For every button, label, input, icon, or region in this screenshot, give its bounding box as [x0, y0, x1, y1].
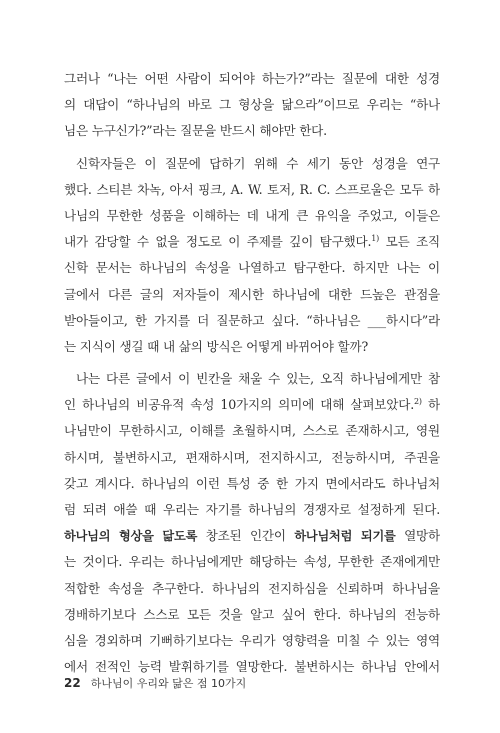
emphasized-text: 하나님처럼 되기를 [294, 529, 396, 544]
text-line: 는 것이다. 우리는 하나님에게만 해당하는 속성, 무한한 존재에게만 [64, 554, 440, 570]
text-line: 나님만이 무한하시고, 이해를 초월하시며, 스스로 존재하시고, 영원 [64, 423, 440, 439]
footnote-marker: 2) [414, 397, 422, 407]
text-line: 하시며, 불변하시고, 편재하시며, 전지하시고, 전능하시며, 주권을 [64, 449, 440, 465]
text-line: 럼 되려 애쓸 때 우리는 자기를 하나님의 경쟁자로 설정하게 된다. [64, 502, 440, 517]
text-line: 심을 경외하며 기뻐하기보다는 우리가 영향력을 미칠 수 있는 영역 [64, 632, 440, 648]
text-segment: 창조된 인간이 [197, 528, 295, 544]
text-segment: 하 [421, 397, 440, 413]
text-line: 신학 문서는 하나님의 속성을 나열하고 탐구한다. 하지만 나는 이 [64, 260, 440, 276]
footnote-marker: 1) [371, 233, 380, 243]
running-title: 하나님이 우리와 닮은 점 10가지 [90, 677, 247, 690]
text-line: 그러나 “나는 어떤 사람이 되어야 하는가?”라는 질문에 대한 성경 [64, 71, 440, 86]
text-line: 신학자들은 이 질문에 답하기 위해 수 세기 동안 성경을 연구 [76, 155, 440, 171]
text-line: 갖고 계시다. 하나님의 이런 특성 중 한 가지 면에서라도 하나님처 [64, 475, 440, 491]
text-segment: 열망하 [395, 528, 440, 544]
text-line: 적합한 속성을 추구한다. 하나님의 전지하심을 신뢰하며 하나님을 [64, 580, 440, 596]
text-line-with-footnote [64, 392, 440, 418]
text-line: 나님의 무한한 성품을 이해하는 데 내게 큰 유익을 주었고, 이들은 [64, 207, 440, 223]
text-segment: 모든 조직 [379, 234, 440, 250]
text-line: 에서 전적인 능력 발휘하기를 열망한다. 불변하시는 하나님 안에서 [64, 659, 440, 675]
text-line-emphasis [64, 523, 440, 549]
emphasized-text: 하나님의 형상을 닮도록 [64, 529, 198, 544]
text-segment: 인 하나님의 비공유적 속성 10가지의 의미에 대해 살펴보았다. [64, 397, 414, 413]
page-number: 22 [64, 676, 81, 690]
text-line: 님은 누구신가?”라는 질문을 반드시 해야만 한다. [64, 123, 327, 139]
text-line: 글에서 다른 글의 저자들이 제시한 하나님에 대한 드높은 관점을 [64, 286, 440, 302]
page-footer [64, 675, 246, 691]
text-line: 의 대답이 “하나님의 바로 그 형상을 닮으라”이므로 우리는 “하나 [64, 97, 440, 113]
text-line: 는 지식이 생길 때 내 삶의 방식은 어떻게 바뀌어야 할까? [64, 338, 369, 354]
body-text [64, 66, 440, 686]
text-line: 했다. 스티븐 차녹, 아서 핑크, A. W. 토저, R. C. 스프로울은 모두 하 [64, 181, 440, 197]
paragraph-3 [64, 366, 440, 680]
text-line: 나는 다른 글에서 이 빈칸을 채울 수 있는, 오직 하나님에게만 참 [76, 371, 440, 387]
paragraph-1 [64, 66, 440, 145]
text-line: 받아들이고, 한 가지를 더 질문하고 싶다. “하나님은 ___하시다”라 [64, 312, 440, 328]
paragraph-2 [64, 151, 440, 361]
text-segment: 내가 감당할 수 없을 정도로 이 주제를 깊이 탐구했다. [64, 234, 372, 250]
text-line: 경배하기보다 스스로 모든 것을 알고 싶어 한다. 하나님의 전능하 [64, 606, 440, 622]
text-line-with-footnote [64, 229, 440, 255]
